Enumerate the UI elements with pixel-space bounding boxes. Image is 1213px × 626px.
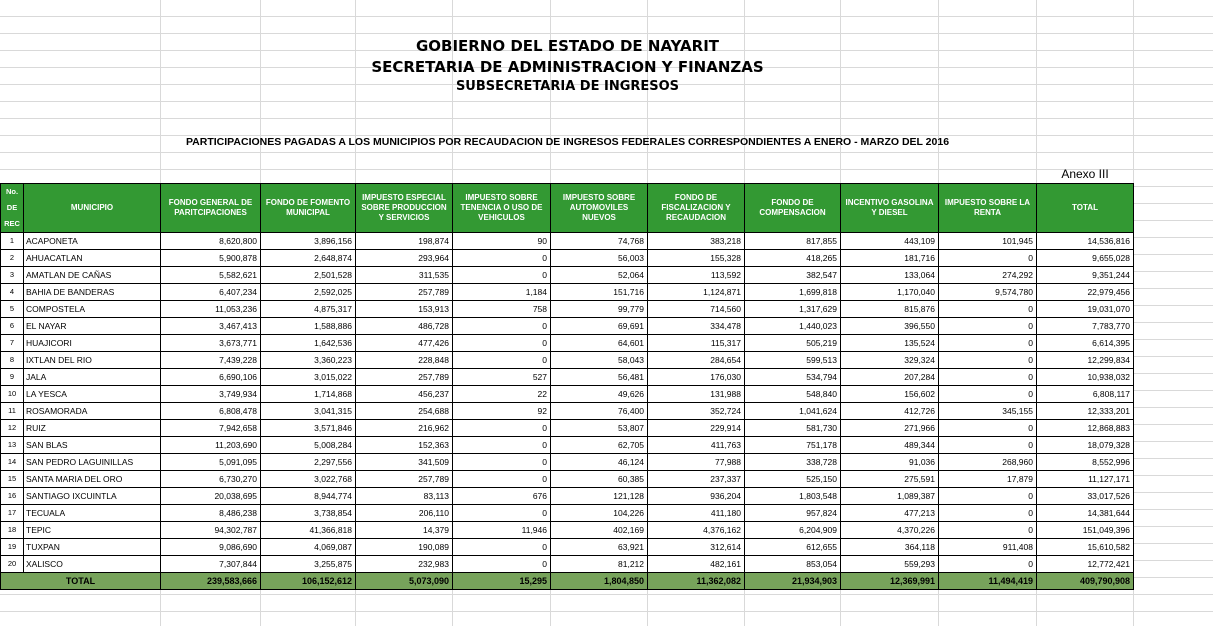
amount-cell: 190,089 <box>356 539 453 556</box>
municipality-name: TUXPAN <box>24 539 161 556</box>
amount-cell: 911,408 <box>939 539 1037 556</box>
municipality-name: XALISCO <box>24 556 161 573</box>
amount-cell: 11,203,690 <box>161 437 261 454</box>
amount-cell: 3,467,413 <box>161 318 261 335</box>
table-row <box>1 488 1134 505</box>
amount-cell: 52,064 <box>551 267 648 284</box>
amount-cell: 11,127,171 <box>1037 471 1134 488</box>
amount-cell: 0 <box>939 250 1037 267</box>
total-amount: 11,494,419 <box>939 573 1037 590</box>
amount-cell: 56,003 <box>551 250 648 267</box>
total-label: TOTAL <box>1 573 161 590</box>
amount-cell: 14,379 <box>356 522 453 539</box>
amount-cell: 3,255,875 <box>261 556 356 573</box>
row-number: 5 <box>1 301 24 318</box>
amount-cell: 6,808,478 <box>161 403 261 420</box>
municipality-name: SANTIAGO IXCUINTLA <box>24 488 161 505</box>
amount-cell: 334,478 <box>648 318 745 335</box>
amount-cell: 559,293 <box>841 556 939 573</box>
row-number: 1 <box>1 233 24 250</box>
amount-cell: 0 <box>453 335 551 352</box>
amount-cell: 525,150 <box>745 471 841 488</box>
amount-cell: 853,054 <box>745 556 841 573</box>
amount-cell: 0 <box>453 352 551 369</box>
amount-cell: 0 <box>939 386 1037 403</box>
amount-cell: 293,964 <box>356 250 453 267</box>
amount-cell: 20,038,695 <box>161 488 261 505</box>
amount-cell: 581,730 <box>745 420 841 437</box>
amount-cell: 352,724 <box>648 403 745 420</box>
amount-cell: 0 <box>939 437 1037 454</box>
amount-cell: 176,030 <box>648 369 745 386</box>
table-row <box>1 233 1134 250</box>
column-header: No. DE REC <box>1 184 24 233</box>
row-number: 10 <box>1 386 24 403</box>
row-number: 3 <box>1 267 24 284</box>
row-number: 11 <box>1 403 24 420</box>
amount-cell: 91,036 <box>841 454 939 471</box>
amount-cell: 345,155 <box>939 403 1037 420</box>
column-header: FONDO DE FISCALIZACION Y RECAUDACION <box>648 184 745 233</box>
total-amount: 106,152,612 <box>261 573 356 590</box>
amount-cell: 5,091,095 <box>161 454 261 471</box>
amount-cell: 0 <box>453 539 551 556</box>
table-body <box>1 233 1134 573</box>
municipality-name: TECUALA <box>24 505 161 522</box>
total-amount: 12,369,991 <box>841 573 939 590</box>
amount-cell: 268,960 <box>939 454 1037 471</box>
amount-cell: 6,407,234 <box>161 284 261 301</box>
amount-cell: 0 <box>939 488 1037 505</box>
amount-cell: 232,983 <box>356 556 453 573</box>
amount-cell: 228,848 <box>356 352 453 369</box>
amount-cell: 0 <box>453 318 551 335</box>
amount-cell: 81,212 <box>551 556 648 573</box>
column-header: MUNICIPIO <box>24 184 161 233</box>
amount-cell: 0 <box>453 420 551 437</box>
amount-cell: 8,552,996 <box>1037 454 1134 471</box>
total-amount: 5,073,090 <box>356 573 453 590</box>
amount-cell: 364,118 <box>841 539 939 556</box>
amount-cell: 751,178 <box>745 437 841 454</box>
total-row <box>1 573 1134 590</box>
amount-cell: 1,170,040 <box>841 284 939 301</box>
amount-cell: 0 <box>453 505 551 522</box>
amount-cell: 456,237 <box>356 386 453 403</box>
amount-cell: 6,614,395 <box>1037 335 1134 352</box>
amount-cell: 4,875,317 <box>261 301 356 318</box>
amount-cell: 153,913 <box>356 301 453 318</box>
table-row <box>1 539 1134 556</box>
amount-cell: 53,807 <box>551 420 648 437</box>
amount-cell: 0 <box>939 301 1037 318</box>
total-amount: 1,804,850 <box>551 573 648 590</box>
row-number: 12 <box>1 420 24 437</box>
amount-cell: 482,161 <box>648 556 745 573</box>
amount-cell: 60,385 <box>551 471 648 488</box>
total-amount: 15,295 <box>453 573 551 590</box>
amount-cell: 254,688 <box>356 403 453 420</box>
table-row <box>1 471 1134 488</box>
table-row <box>1 556 1134 573</box>
amount-cell: 1,803,548 <box>745 488 841 505</box>
amount-cell: 0 <box>453 556 551 573</box>
amount-cell: 612,655 <box>745 539 841 556</box>
municipality-name: BAHIA DE BANDERAS <box>24 284 161 301</box>
municipality-name: SANTA MARIA DEL ORO <box>24 471 161 488</box>
amount-cell: 486,728 <box>356 318 453 335</box>
secretariat-title: SECRETARIA DE ADMINISTRACION Y FINANZAS <box>371 58 764 76</box>
amount-cell: 12,772,421 <box>1037 556 1134 573</box>
table-row <box>1 437 1134 454</box>
municipality-name: AMATLAN DE CAÑAS <box>24 267 161 284</box>
amount-cell: 443,109 <box>841 233 939 250</box>
amount-cell: 41,366,818 <box>261 522 356 539</box>
amount-cell: 382,547 <box>745 267 841 284</box>
amount-cell: 4,069,087 <box>261 539 356 556</box>
municipality-name: SAN BLAS <box>24 437 161 454</box>
amount-cell: 22,979,456 <box>1037 284 1134 301</box>
amount-cell: 216,962 <box>356 420 453 437</box>
total-amount: 21,934,903 <box>745 573 841 590</box>
amount-cell: 152,363 <box>356 437 453 454</box>
amount-cell: 155,328 <box>648 250 745 267</box>
amount-cell: 714,560 <box>648 301 745 318</box>
amount-cell: 3,738,854 <box>261 505 356 522</box>
amount-cell: 62,705 <box>551 437 648 454</box>
row-number: 2 <box>1 250 24 267</box>
municipality-name: LA YESCA <box>24 386 161 403</box>
amount-cell: 1,124,871 <box>648 284 745 301</box>
amount-cell: 312,614 <box>648 539 745 556</box>
amount-cell: 2,501,528 <box>261 267 356 284</box>
row-number: 8 <box>1 352 24 369</box>
amount-cell: 12,299,834 <box>1037 352 1134 369</box>
row-number: 20 <box>1 556 24 573</box>
amount-cell: 8,944,774 <box>261 488 356 505</box>
amount-cell: 548,840 <box>745 386 841 403</box>
amount-cell: 257,789 <box>356 471 453 488</box>
table-row <box>1 301 1134 318</box>
row-number: 19 <box>1 539 24 556</box>
column-header: IMPUESTO SOBRE TENENCIA O USO DE VEHICULOS <box>453 184 551 233</box>
amount-cell: 14,381,644 <box>1037 505 1134 522</box>
subsecretariat-title: SUBSECRETARIA DE INGRESOS <box>455 79 680 94</box>
amount-cell: 311,535 <box>356 267 453 284</box>
amount-cell: 131,988 <box>648 386 745 403</box>
amount-cell: 275,591 <box>841 471 939 488</box>
municipality-name: ACAPONETA <box>24 233 161 250</box>
amount-cell: 1,588,886 <box>261 318 356 335</box>
amount-cell: 396,550 <box>841 318 939 335</box>
amount-cell: 58,043 <box>551 352 648 369</box>
amount-cell: 33,017,526 <box>1037 488 1134 505</box>
municipality-name: SAN PEDRO LAGUINILLAS <box>24 454 161 471</box>
table-row <box>1 335 1134 352</box>
amount-cell: 151,049,396 <box>1037 522 1134 539</box>
amount-cell: 274,292 <box>939 267 1037 284</box>
amount-cell: 104,226 <box>551 505 648 522</box>
amount-cell: 0 <box>939 335 1037 352</box>
amount-cell: 7,307,844 <box>161 556 261 573</box>
amount-cell: 17,879 <box>939 471 1037 488</box>
amount-cell: 11,053,236 <box>161 301 261 318</box>
amount-cell: 94,302,787 <box>161 522 261 539</box>
amount-cell: 76,400 <box>551 403 648 420</box>
amount-cell: 6,808,117 <box>1037 386 1134 403</box>
amount-cell: 257,789 <box>356 369 453 386</box>
row-number: 7 <box>1 335 24 352</box>
column-header: IMPUESTO SOBRE AUTOMOVILES NUEVOS <box>551 184 648 233</box>
amount-cell: 9,351,244 <box>1037 267 1134 284</box>
amount-cell: 0 <box>939 556 1037 573</box>
municipality-name: JALA <box>24 369 161 386</box>
amount-cell: 338,728 <box>745 454 841 471</box>
row-number: 17 <box>1 505 24 522</box>
amount-cell: 115,317 <box>648 335 745 352</box>
table-row <box>1 267 1134 284</box>
amount-cell: 1,714,868 <box>261 386 356 403</box>
amount-cell: 527 <box>453 369 551 386</box>
municipality-name: RUIZ <box>24 420 161 437</box>
amount-cell: 0 <box>939 420 1037 437</box>
report-subtitle: PARTICIPACIONES PAGADAS A LOS MUNICIPIOS POR RECAUDACION DE INGRESOS FEDERALES CORRESPONDIENTES A ENERO - MARZO DEL 2016 <box>185 136 950 148</box>
amount-cell: 383,218 <box>648 233 745 250</box>
amount-cell: 4,376,162 <box>648 522 745 539</box>
amount-cell: 4,370,226 <box>841 522 939 539</box>
amount-cell: 477,213 <box>841 505 939 522</box>
amount-cell: 6,690,106 <box>161 369 261 386</box>
row-number: 6 <box>1 318 24 335</box>
amount-cell: 7,783,770 <box>1037 318 1134 335</box>
amount-cell: 237,337 <box>648 471 745 488</box>
amount-cell: 3,571,846 <box>261 420 356 437</box>
amount-cell: 6,730,270 <box>161 471 261 488</box>
table-row <box>1 318 1134 335</box>
municipality-name: COMPOSTELA <box>24 301 161 318</box>
municipality-name: HUAJICORI <box>24 335 161 352</box>
table-row <box>1 420 1134 437</box>
amount-cell: 329,324 <box>841 352 939 369</box>
row-number: 16 <box>1 488 24 505</box>
amount-cell: 1,317,629 <box>745 301 841 318</box>
amount-cell: 0 <box>453 437 551 454</box>
amount-cell: 5,582,621 <box>161 267 261 284</box>
amount-cell: 2,592,025 <box>261 284 356 301</box>
amount-cell: 0 <box>939 522 1037 539</box>
amount-cell: 411,180 <box>648 505 745 522</box>
column-header: INCENTIVO GASOLINA Y DIESEL <box>841 184 939 233</box>
row-number: 14 <box>1 454 24 471</box>
amount-cell: 1,041,624 <box>745 403 841 420</box>
table-row <box>1 369 1134 386</box>
total-amount: 239,583,666 <box>161 573 261 590</box>
amount-cell: 15,610,582 <box>1037 539 1134 556</box>
amount-cell: 135,524 <box>841 335 939 352</box>
amount-cell: 411,763 <box>648 437 745 454</box>
amount-cell: 6,204,909 <box>745 522 841 539</box>
table-row <box>1 250 1134 267</box>
amount-cell: 5,008,284 <box>261 437 356 454</box>
amount-cell: 64,601 <box>551 335 648 352</box>
amount-cell: 3,041,315 <box>261 403 356 420</box>
amount-cell: 8,486,238 <box>161 505 261 522</box>
amount-cell: 10,938,032 <box>1037 369 1134 386</box>
amount-cell: 83,113 <box>356 488 453 505</box>
amount-cell: 1,642,536 <box>261 335 356 352</box>
amount-cell: 206,110 <box>356 505 453 522</box>
amount-cell: 74,768 <box>551 233 648 250</box>
table-row <box>1 522 1134 539</box>
municipality-name: IXTLAN DEL RIO <box>24 352 161 369</box>
amount-cell: 46,124 <box>551 454 648 471</box>
amount-cell: 2,648,874 <box>261 250 356 267</box>
table-row <box>1 403 1134 420</box>
amount-cell: 758 <box>453 301 551 318</box>
amount-cell: 0 <box>453 267 551 284</box>
amount-cell: 22 <box>453 386 551 403</box>
amount-cell: 198,874 <box>356 233 453 250</box>
amount-cell: 3,749,934 <box>161 386 261 403</box>
amount-cell: 18,079,328 <box>1037 437 1134 454</box>
table-header-row <box>1 184 1134 233</box>
amount-cell: 101,945 <box>939 233 1037 250</box>
amount-cell: 7,439,228 <box>161 352 261 369</box>
amount-cell: 3,673,771 <box>161 335 261 352</box>
amount-cell: 19,031,070 <box>1037 301 1134 318</box>
annex-label: Anexo III <box>1061 167 1109 181</box>
row-number: 4 <box>1 284 24 301</box>
amount-cell: 505,219 <box>745 335 841 352</box>
amount-cell: 817,855 <box>745 233 841 250</box>
row-number: 15 <box>1 471 24 488</box>
amount-cell: 14,536,816 <box>1037 233 1134 250</box>
municipality-name: ROSAMORADA <box>24 403 161 420</box>
amount-cell: 229,914 <box>648 420 745 437</box>
amount-cell: 0 <box>939 352 1037 369</box>
amount-cell: 12,333,201 <box>1037 403 1134 420</box>
amount-cell: 284,654 <box>648 352 745 369</box>
amount-cell: 7,942,658 <box>161 420 261 437</box>
amount-cell: 271,966 <box>841 420 939 437</box>
amount-cell: 2,297,556 <box>261 454 356 471</box>
amount-cell: 63,921 <box>551 539 648 556</box>
amount-cell: 56,481 <box>551 369 648 386</box>
amount-cell: 113,592 <box>648 267 745 284</box>
amount-cell: 0 <box>939 505 1037 522</box>
table-row <box>1 386 1134 403</box>
amount-cell: 121,128 <box>551 488 648 505</box>
amount-cell: 0 <box>453 471 551 488</box>
amount-cell: 3,015,022 <box>261 369 356 386</box>
amount-cell: 181,716 <box>841 250 939 267</box>
total-amount: 11,362,082 <box>648 573 745 590</box>
total-amount: 409,790,908 <box>1037 573 1134 590</box>
amount-cell: 3,896,156 <box>261 233 356 250</box>
amount-cell: 99,779 <box>551 301 648 318</box>
amount-cell: 341,509 <box>356 454 453 471</box>
participaciones-table <box>0 183 1134 590</box>
amount-cell: 49,626 <box>551 386 648 403</box>
amount-cell: 3,360,223 <box>261 352 356 369</box>
row-number: 18 <box>1 522 24 539</box>
amount-cell: 676 <box>453 488 551 505</box>
amount-cell: 9,655,028 <box>1037 250 1134 267</box>
column-header: FONDO DE COMPENSACION <box>745 184 841 233</box>
amount-cell: 599,513 <box>745 352 841 369</box>
amount-cell: 0 <box>939 318 1037 335</box>
amount-cell: 0 <box>453 454 551 471</box>
table-row <box>1 284 1134 301</box>
amount-cell: 1,699,818 <box>745 284 841 301</box>
government-title: GOBIERNO DEL ESTADO DE NAYARIT <box>415 37 720 55</box>
column-header: FONDO DE FOMENTO MUNICIPAL <box>261 184 356 233</box>
amount-cell: 412,726 <box>841 403 939 420</box>
municipality-name: AHUACATLAN <box>24 250 161 267</box>
amount-cell: 69,691 <box>551 318 648 335</box>
amount-cell: 1,440,023 <box>745 318 841 335</box>
amount-cell: 1,184 <box>453 284 551 301</box>
amount-cell: 257,789 <box>356 284 453 301</box>
amount-cell: 0 <box>939 369 1037 386</box>
amount-cell: 9,574,780 <box>939 284 1037 301</box>
amount-cell: 402,169 <box>551 522 648 539</box>
amount-cell: 207,284 <box>841 369 939 386</box>
amount-cell: 92 <box>453 403 551 420</box>
amount-cell: 936,204 <box>648 488 745 505</box>
amount-cell: 3,022,768 <box>261 471 356 488</box>
amount-cell: 418,265 <box>745 250 841 267</box>
amount-cell: 815,876 <box>841 301 939 318</box>
column-header: FONDO GENERAL DE PARITCIPACIONES <box>161 184 261 233</box>
amount-cell: 77,988 <box>648 454 745 471</box>
amount-cell: 133,064 <box>841 267 939 284</box>
amount-cell: 12,868,883 <box>1037 420 1134 437</box>
amount-cell: 1,089,387 <box>841 488 939 505</box>
amount-cell: 5,900,878 <box>161 250 261 267</box>
column-header: IMPUESTO SOBRE LA RENTA <box>939 184 1037 233</box>
amount-cell: 534,794 <box>745 369 841 386</box>
amount-cell: 90 <box>453 233 551 250</box>
table-row <box>1 454 1134 471</box>
amount-cell: 8,620,800 <box>161 233 261 250</box>
amount-cell: 477,426 <box>356 335 453 352</box>
amount-cell: 489,344 <box>841 437 939 454</box>
municipality-name: TEPIC <box>24 522 161 539</box>
column-header: IMPUESTO ESPECIAL SOBRE PRODUCCION Y SERVICIOS <box>356 184 453 233</box>
municipality-name: EL NAYAR <box>24 318 161 335</box>
amount-cell: 0 <box>453 250 551 267</box>
table-row <box>1 505 1134 522</box>
table-row <box>1 352 1134 369</box>
amount-cell: 156,602 <box>841 386 939 403</box>
row-number: 13 <box>1 437 24 454</box>
amount-cell: 151,716 <box>551 284 648 301</box>
row-number: 9 <box>1 369 24 386</box>
amount-cell: 957,824 <box>745 505 841 522</box>
amount-cell: 11,946 <box>453 522 551 539</box>
amount-cell: 9,086,690 <box>161 539 261 556</box>
column-header: TOTAL <box>1037 184 1134 233</box>
